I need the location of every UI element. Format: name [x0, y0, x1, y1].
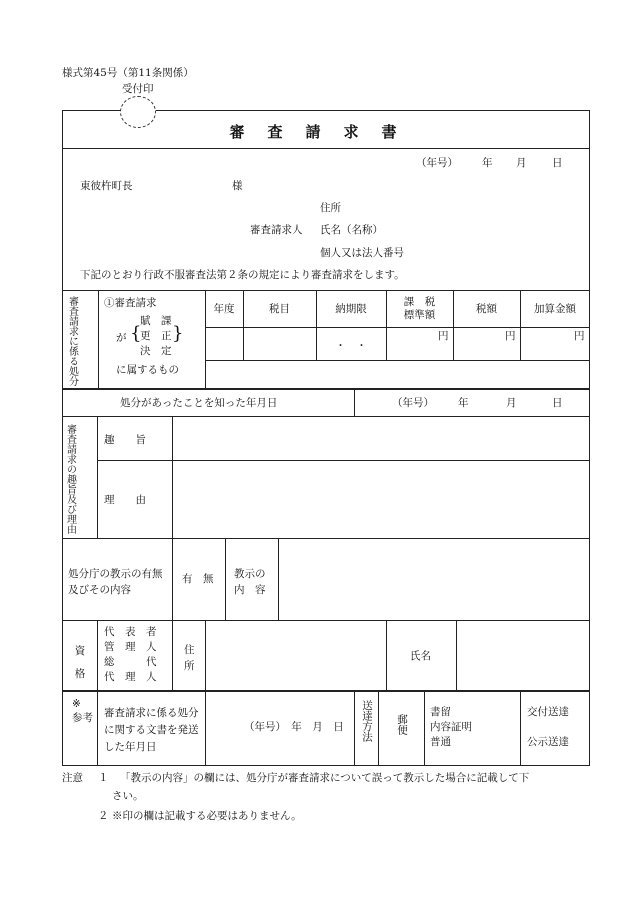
ga-label: が — [116, 332, 127, 344]
divider — [205, 327, 590, 328]
divider — [97, 620, 98, 690]
purpose-label: 趣 旨 — [104, 434, 146, 446]
divider — [424, 690, 425, 766]
note-2-number: ２ — [98, 810, 109, 822]
section2-side-text: 審査請求の趣旨及び理由 — [64, 424, 76, 534]
divider — [354, 388, 355, 416]
reason-label: 理 由 — [104, 494, 146, 506]
divider — [520, 290, 521, 360]
role-representative: 代 表 者 — [104, 626, 157, 638]
delivery-method-label: 送達方法 — [361, 700, 374, 742]
yes-no-label: 有 無 — [182, 573, 214, 585]
col-surcharge: 加算金額 — [534, 303, 576, 315]
post-certified: 内容証明 — [430, 721, 472, 733]
post-registered: 書留 — [430, 706, 451, 718]
known-date-month: 月 — [506, 397, 517, 409]
col-deadline: 納期限 — [335, 303, 367, 315]
yen-tax-base: 円 — [438, 330, 449, 342]
belongs-label: に属するもの — [116, 364, 179, 376]
delivery-public-notice: 公示送達 — [527, 736, 569, 748]
form-number: 様式第45号（第11条関係） — [62, 67, 194, 79]
col-year: 年度 — [213, 303, 235, 315]
section2-side-label — [64, 424, 96, 532]
known-date-era: （年号） — [392, 397, 434, 409]
divider — [172, 620, 173, 690]
item-number: ①審査請求 — [104, 297, 157, 309]
note-1-text: 「教示の内容」の欄には、処分庁が審査請求について誤って教示した場合に記載して下 — [120, 772, 530, 784]
note-2-text: ※印の欄は記載する必要はありません。 — [112, 810, 302, 822]
choice-kettei: 決 定 — [140, 345, 172, 357]
divider — [205, 620, 206, 690]
addressee-honorific: 様 — [232, 180, 243, 192]
divider — [62, 388, 590, 390]
brace-right: } — [172, 323, 184, 344]
deadline-separator: ・ ・ — [335, 340, 367, 352]
divider — [172, 538, 173, 620]
doc-date-label: 審査請求に係る処分に関する文書を発送した年月日 — [104, 707, 199, 753]
choice-fuka: 賦 課 — [140, 315, 172, 327]
delivery-handover: 交付送達 — [527, 706, 569, 718]
divider — [243, 290, 244, 360]
divider — [520, 690, 521, 766]
divider — [205, 690, 206, 766]
qualification-label: 資 格 — [74, 645, 96, 681]
divider — [205, 360, 590, 361]
divider — [62, 538, 590, 539]
date-year: 年 — [482, 157, 493, 169]
statement: 下記のとおり行政不服審査法第２条の規定により審査請求をします。 — [80, 269, 405, 281]
reception-stamp-circle — [120, 96, 156, 128]
note-1-number: １ — [98, 772, 109, 784]
qualification-address-label: 住 所 — [184, 644, 195, 672]
reference-label: ※ 参考 — [72, 698, 93, 724]
qualification-name-label: 氏名 — [410, 650, 431, 662]
section1-side-text: 審査請求に係る処分 — [66, 296, 78, 386]
divider — [456, 620, 457, 690]
col-tax-amount: 税額 — [476, 303, 497, 315]
divider — [97, 460, 590, 461]
section1-side-label — [66, 296, 77, 386]
note-1-continuation: さい。 — [112, 790, 144, 802]
notes-head: 注意 — [62, 772, 83, 784]
divider — [62, 620, 590, 621]
choice-kosei: 更 正 — [140, 330, 172, 342]
divider — [62, 416, 590, 417]
divider — [354, 690, 355, 766]
divider — [62, 148, 590, 149]
yen-surcharge: 円 — [574, 330, 585, 342]
id-number-label: 個人又は法人番号 — [320, 247, 404, 259]
divider — [278, 538, 279, 620]
date-era: （年号） — [416, 157, 458, 169]
col-tax-base: 課 税 標準額 — [403, 296, 436, 322]
requester-role: 審査請求人 — [250, 224, 303, 236]
role-agent: 代 理 人 — [104, 671, 157, 683]
post-regular: 普通 — [430, 736, 451, 748]
role-general: 総 代 — [104, 656, 157, 668]
divider — [62, 290, 590, 291]
known-date-year: 年 — [458, 397, 469, 409]
post-label: 郵便 — [396, 714, 409, 735]
doc-date-value: （年号） 年 月 日 — [244, 721, 344, 733]
role-manager: 管 理 人 — [104, 641, 157, 653]
divider — [97, 416, 98, 538]
instruction-label: 処分庁の教示の有無及びその内容 — [68, 568, 163, 596]
divider — [172, 416, 173, 538]
address-label: 住所 — [320, 202, 341, 214]
divider — [62, 690, 590, 692]
divider — [97, 690, 98, 766]
yen-tax-amount: 円 — [505, 330, 516, 342]
known-date-label: 処分があったことを知った年月日 — [120, 397, 278, 409]
divider — [225, 538, 226, 620]
brace-left: { — [130, 323, 142, 344]
date-day: 日 — [552, 157, 563, 169]
divider — [98, 290, 99, 388]
col-tax-item: 税目 — [269, 303, 290, 315]
name-label: 氏名（名称） — [320, 224, 383, 236]
date-month: 月 — [516, 157, 527, 169]
divider — [453, 290, 454, 360]
known-date-day: 日 — [552, 397, 563, 409]
page-title: 審 査 請 求 書 — [229, 123, 401, 141]
stamp-label: 受付印 — [122, 83, 154, 95]
instruction-content-label: 教示の 内 容 — [234, 568, 266, 596]
divider — [386, 620, 387, 690]
addressee-name: 東彼杵町長 — [80, 180, 133, 192]
divider — [378, 690, 379, 766]
